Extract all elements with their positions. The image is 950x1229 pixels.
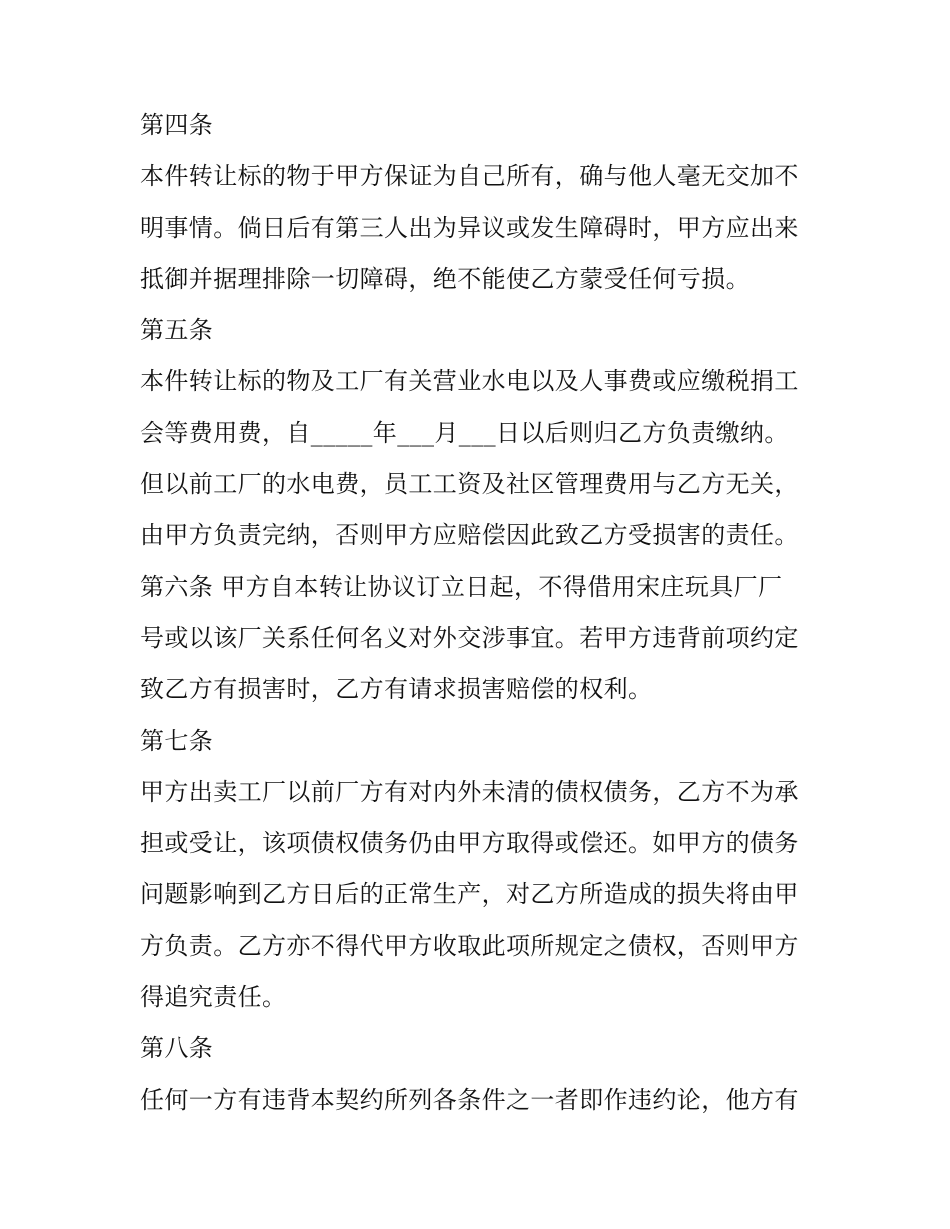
article-heading-8: 第八条 (140, 1034, 214, 1063)
article-5-text-line: 会等费用费，自_____年___月___日以后则归乙方负责缴纳。 (140, 418, 789, 447)
document-body (140, 100, 830, 1126)
article-7-text-line: 方负责。乙方亦不得代甲方收取此项所规定之债权，否则甲方 (140, 931, 799, 960)
article-4-text-line: 明事情。倘日后有第三人出为异议或发生障碍时，甲方应出来 (140, 213, 799, 242)
article-4-text-line: 抵御并据理排除一切障碍，绝不能使乙方蒙受任何亏损。 (140, 264, 750, 293)
article-7-text-line: 甲方出卖工厂以前厂方有对内外未清的债权债务，乙方不为承 (140, 777, 799, 806)
article-5-text-line: 但以前工厂的水电费，员工工资及社区管理费用与乙方无关， (140, 470, 799, 499)
article-7-text-line: 担或受让，该项债权债务仍由甲方取得或偿还。如甲方的债务 (140, 829, 799, 858)
article-7-text-line: 问题影响到乙方日后的正常生产，对乙方所造成的损失将由甲 (140, 880, 799, 909)
article-6-text-line: 号或以该厂关系任何名义对外交涉事宜。若甲方违背前项约定 (140, 623, 799, 652)
article-8-text-line: 任何一方有违背本契约所列各条件之一者即作违约论，他方有 (140, 1085, 799, 1114)
article-7-text-line: 得追究责任。 (140, 983, 287, 1012)
article-6-text-line: 致乙方有损害时，乙方有请求损害赔偿的权利。 (140, 675, 653, 704)
article-heading-4: 第四条 (140, 111, 214, 139)
article-5-text-line: 由甲方负责完纳，否则甲方应赔偿因此致乙方受损害的责任。 (140, 521, 799, 550)
article-6-text-line: 第六条 甲方自本转让协议订立日起，不得借用宋庄玩具厂厂 (140, 572, 783, 601)
article-5-text-line: 本件转让标的物及工厂有关营业水电以及人事费或应缴税捐工 (140, 367, 799, 396)
article-4-text-line: 本件转让标的物于甲方保证为自己所有，确与他人毫无交加不 (140, 162, 799, 191)
article-heading-7: 第七条 (140, 726, 214, 755)
article-heading-5: 第五条 (140, 316, 214, 345)
